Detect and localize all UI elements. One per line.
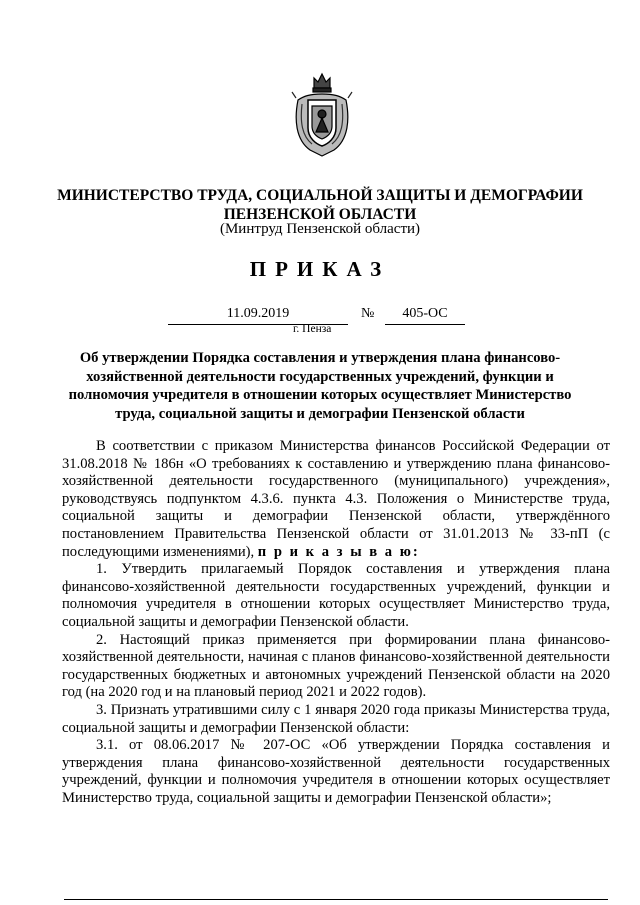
- coat-of-arms-emblem: [290, 70, 354, 158]
- order-city: г. Пенза: [293, 323, 332, 335]
- ministry-short-name: (Минтруд Пензенской области): [219, 221, 421, 237]
- ministry-name-line2: ПЕНЗЕНСКОЙ ОБЛАСТИ: [223, 206, 417, 223]
- order-number-sign: №: [361, 306, 375, 321]
- document-title-line1: Об утверждении Порядка составления и утверждения плана финансово-: [79, 350, 561, 366]
- document-title-line3: полномочия учредителя в отношении которых осуществляет Министерство: [68, 387, 572, 403]
- document-body: [62, 438, 610, 807]
- order-word: п р и к а з ы в а ю:: [257, 543, 420, 560]
- ministry-name-line1: МИНИСТЕРСТВО ТРУДА, СОЦИАЛЬНОЙ ЗАЩИТЫ И ДЕМОГРАФИИ: [57, 187, 583, 204]
- ministry-name: [40, 186, 600, 224]
- page-bottom-rule: [64, 899, 608, 900]
- order-date: 11.09.2019: [168, 306, 348, 325]
- item-3-paragraph: 3. Признать утратившими силу с 1 января 2020 года приказы Министерства труда, социальной защиты и демографии Пензенской области:: [62, 701, 610, 736]
- document-title: [62, 349, 578, 423]
- document-title-line4: труда, социальной защиты и демографии Пензенской области: [115, 405, 525, 422]
- preamble-paragraph: [62, 438, 610, 561]
- item-1-paragraph: 1. Утвердить прилагаемый Порядок составления и утверждения плана финансово-хозяйственной деятельности государственных учреждений, функции и полномочия учредителя в отношении которых осуществляет Министерство труда, социальной защиты и демографии Пензенской области.: [62, 561, 610, 630]
- preamble-text: В соответствии с приказом Министерства финансов Российской Федерации от 31.08.2018 № 186н «О требованиях к составлению и утверждению плана финансово-хозяйственной деятельности государственного (муниципального) учреждения», руководствуясь подпунктом 4.3.6. пункта 4.3. Положения о Министерстве труда, социальной защиты и демографии Пензенской области, утверждённого постановлением Правительства Пензенской области от 31.01.2013 № 33-пП (с последующими изменениями),: [62, 438, 610, 560]
- order-number: 405-ОС: [385, 306, 465, 325]
- document-title-line2: хозяйственной деятельности государственных учреждений, функции и: [86, 368, 554, 385]
- item-2-paragraph: 2. Настоящий приказ применяется при формировании плана финансово-хозяйственной деятельности, начиная с планов финансово-хозяйственной деятельности государственных бюджетных и автономных учреждений Пензенской области на 2020 год (на 2020 год и на плановый период 2021 и 2022 годов).: [62, 631, 610, 701]
- order-title: ПРИКАЗ: [249, 257, 391, 281]
- item-3-1-paragraph: 3.1. от 08.06.2017 № 207-ОС «Об утверждении Порядка составления и утверждения плана финансово-хозяйственной деятельности государственных учреждений, функции и полномочия учредителя в отношении которых осуществляет Министерство труда, социальной защиты и демографии Пензенской области»;: [62, 737, 610, 806]
